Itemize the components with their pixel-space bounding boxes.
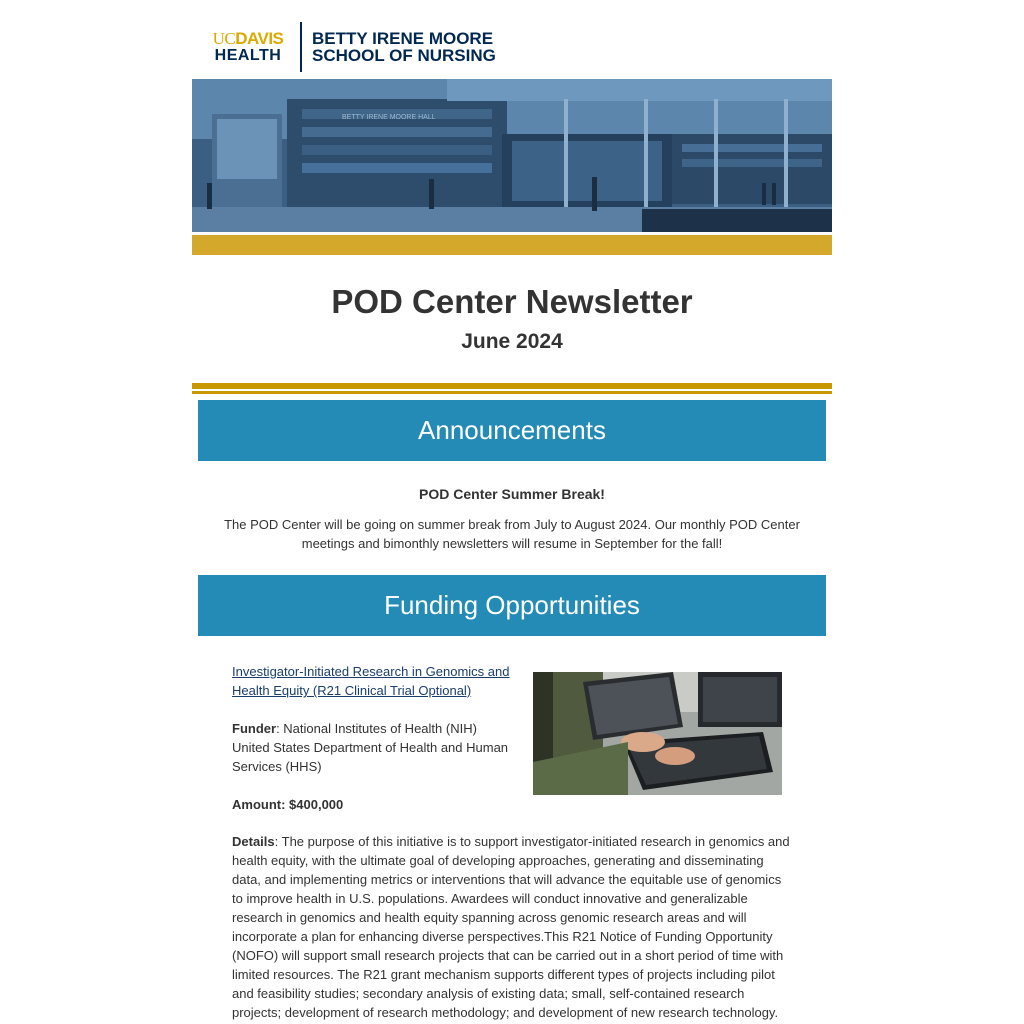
- divider-rule-thick: [192, 383, 832, 389]
- announcement-title: POD Center Summer Break!: [419, 486, 605, 502]
- logo-davis-text: DAVIS: [235, 29, 284, 48]
- divider-rule-thin: [192, 391, 832, 394]
- logo-divider: [300, 22, 302, 72]
- logo-uc-text: UC: [212, 29, 236, 48]
- amount-label: Amount: [232, 797, 282, 812]
- funder-label: Funder: [232, 721, 277, 736]
- announcements-heading: Announcements: [198, 400, 826, 461]
- newsletter-title: POD Center Newsletter: [331, 283, 693, 320]
- section-divider: [192, 383, 832, 394]
- building-sign: BETTY IRENE MOORE HALL: [342, 114, 436, 121]
- school-of-nursing-logo: [312, 30, 496, 64]
- amount-value: : $400,000: [281, 797, 344, 812]
- gold-accent-bar: [192, 235, 832, 255]
- school-line-1: BETTY IRENE MOORE: [312, 29, 494, 48]
- uc-davis-health-logo: [204, 30, 292, 64]
- funder-value: : National Institutes of Health (NIH) United States Department of Health and Human Services (HHS): [232, 721, 509, 774]
- funding-heading: Funding Opportunities: [198, 575, 826, 636]
- logo-health-text: HEALTH: [214, 47, 282, 64]
- laptop-typing-image: [533, 672, 782, 795]
- announcement-text: The POD Center will be going on summer break from July to August 2024. Our monthly POD Center meetings and bimonthly newsletters will resume in September for the fall!: [224, 517, 800, 551]
- funder-line: [232, 719, 517, 776]
- funding-summary: [232, 662, 517, 814]
- amount-line: [232, 795, 517, 814]
- header-logo: [192, 0, 832, 79]
- school-line-2: SCHOOL OF NURSING: [312, 46, 496, 65]
- funding-details: [232, 832, 794, 1022]
- hero-banner-image: [192, 79, 832, 232]
- newsletter-date: June 2024: [461, 330, 563, 353]
- newsletter-container: [192, 0, 832, 1020]
- funding-opportunity-link[interactable]: Investigator-Initiated Research in Genomics and Health Equity (R21 Clinical Trial Optional): [232, 664, 510, 698]
- details-label: Details: [232, 834, 275, 849]
- details-value: : The purpose of this initiative is to support investigator-initiated research in genomics and health equity, with the ultimate goal of developing approaches, generating and disseminating data, and implementing metrics or interventions that will advance the equitable use of genomics to improve health in U.S. populations. Awardees will conduct innovative and generalizable research in genomics and health equity spanning across genomic research areas and will incorporate a plan for enhancing diverse perspectives.This R21 Notice of Funding Opportunity (NOFO) will support small research projects that can be carried out in a short period of time with limited resources. The R21 grant mechanism supports different types of projects including pilot and feasibility studies; secondary analysis of existing data; small, self-contained research projects; development of research methodology; and development of new research technology.: [232, 834, 790, 1020]
